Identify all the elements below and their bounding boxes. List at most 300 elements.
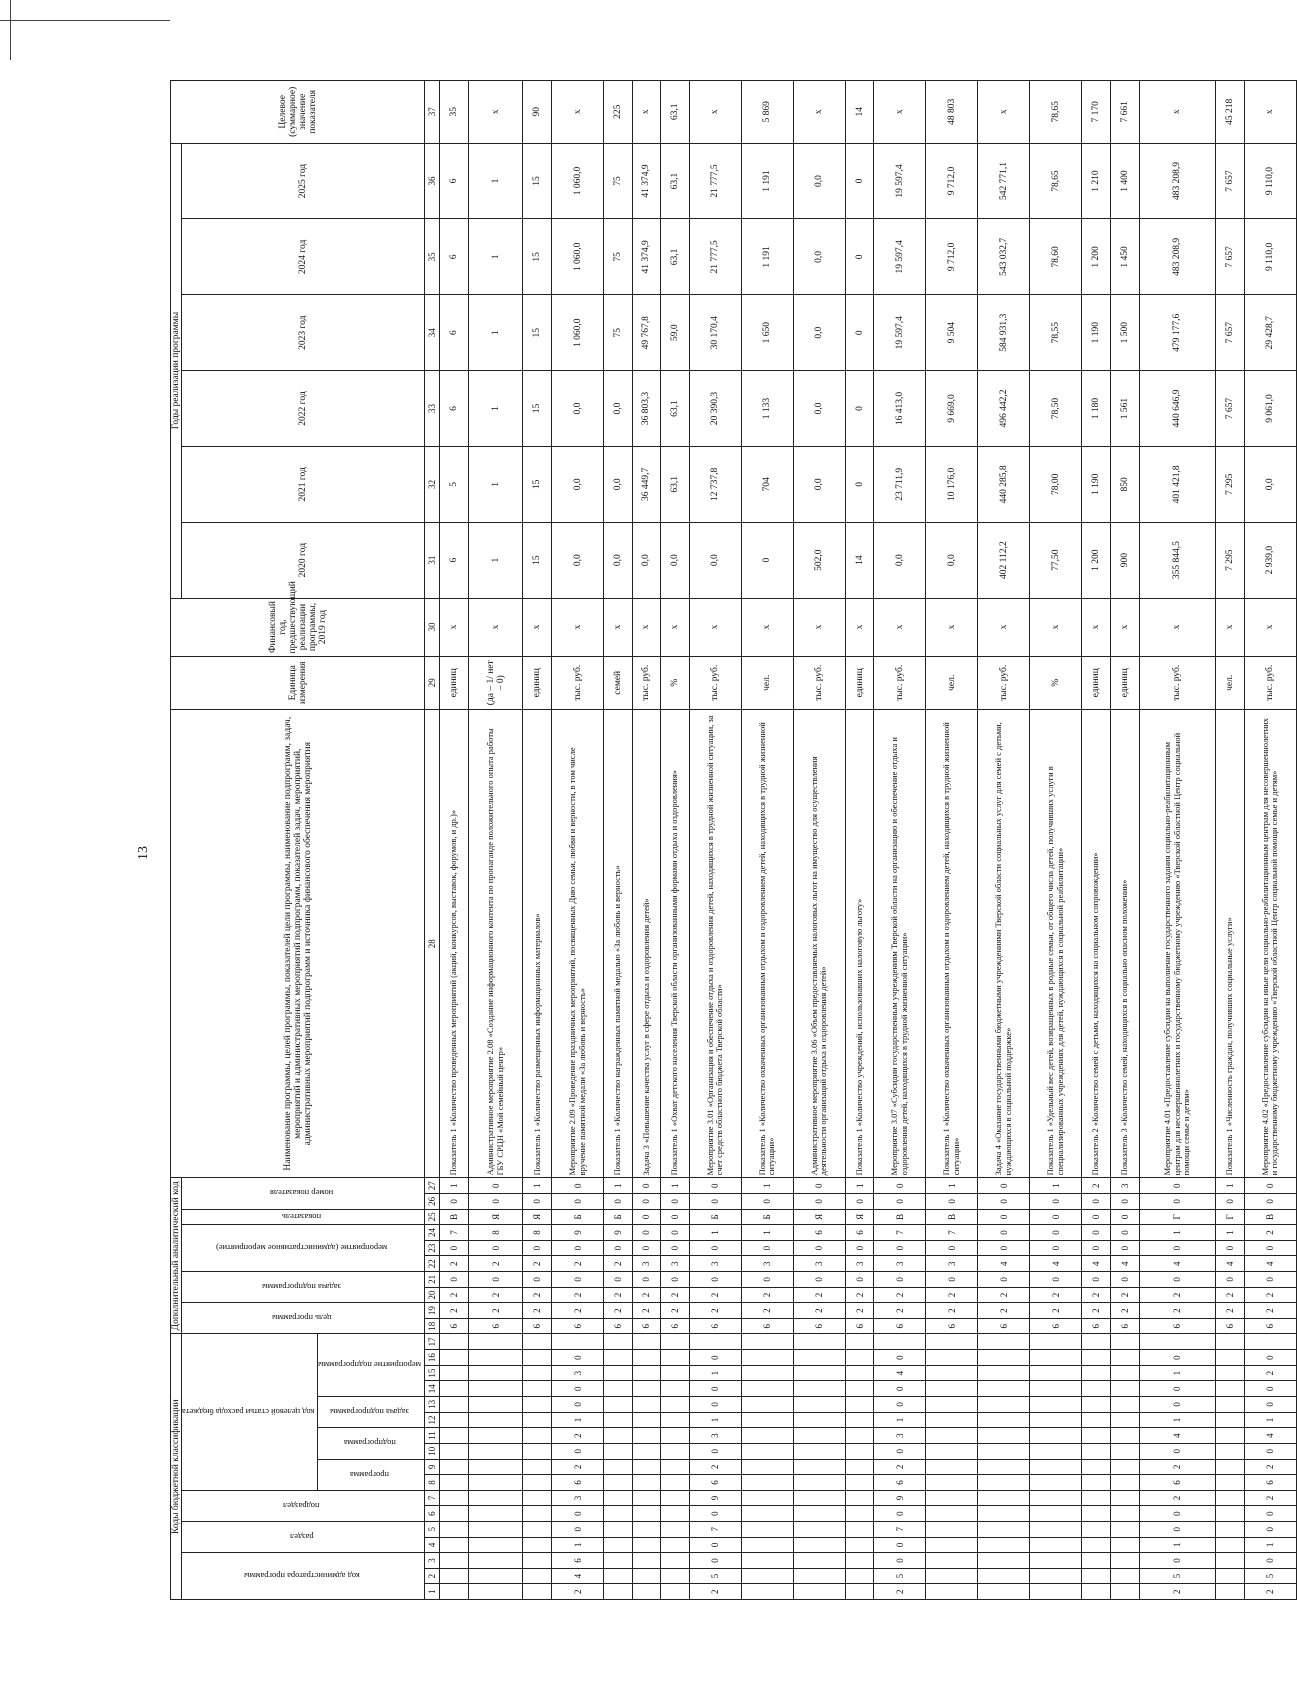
row-year-value-2022: 440 646,9 [1139,371,1216,447]
budget-code-cell: 0 [689,1553,741,1569]
column-number: 24 [425,1225,440,1241]
additional-code-cell: 0 [552,1194,604,1210]
table-row [661,81,690,1600]
row-year-value-2021: 78,00 [1030,446,1082,522]
budget-code-cell [793,1350,845,1366]
budget-code-cell [926,1537,978,1553]
budget-code-cell [1030,1506,1082,1522]
row-prev-year: x [1216,598,1245,656]
budget-code-cell [978,1537,1030,1553]
header-programma [318,1459,425,1490]
additional-code-cell: 6 [1139,1318,1216,1334]
budget-code-cell [1110,1443,1139,1459]
additional-code-cell: 0 [1030,1225,1082,1241]
budget-code-cell [793,1428,845,1444]
budget-code-cell: 2 [552,1428,604,1444]
budget-code-cell [1216,1537,1245,1553]
additional-code-cell: 2 [1110,1287,1139,1303]
additional-code-cell: 2 [926,1287,978,1303]
additional-code-cell: 0 [440,1272,469,1288]
budget-code-cell [741,1381,793,1397]
budget-code-cell: 0 [1244,1506,1296,1522]
row-year-value-2023: 78,55 [1030,295,1082,371]
budget-code-cell [1082,1459,1111,1475]
budget-code-cell [845,1568,874,1584]
row-year-value-2020: 7 295 [1216,522,1245,598]
column-number: 35 [425,219,440,295]
budget-code-cell [523,1381,552,1397]
additional-code-cell: 6 [845,1318,874,1334]
budget-code-cell [523,1521,552,1537]
header-admin-code-text: код администратора программы [243,1571,360,1582]
row-year-value-2025: 1 060,0 [552,143,604,219]
additional-code-cell: 2 [1110,1303,1139,1319]
row-unit: % [661,656,690,710]
row-year-value-2024: 15 [523,219,552,295]
budget-code-cell [661,1365,690,1381]
budget-code-cell: 2 [1244,1490,1296,1506]
row-year-value-2021: 850 [1110,446,1139,522]
budget-code-cell [1082,1537,1111,1553]
additional-code-cell: 2 [1030,1287,1082,1303]
row-name: Показатель 1 «Удельный вес детей, возвращенных в родные семьи, от общего числа детей, получивших услуги в специализированных учреждениях для детей, нуждающихся в социальной реабилитации» [1030,710,1082,1178]
header-meropriyatie-podprogrammy [318,1334,425,1397]
budget-code-cell [926,1334,978,1350]
row-year-value-2025: 78,65 [1030,143,1082,219]
budget-code-cell [440,1459,469,1475]
budget-code-cell [440,1553,469,1569]
additional-code-cell: Г [1139,1209,1216,1225]
row-year-value-2020: 0,0 [874,522,926,598]
budget-code-cell [1030,1412,1082,1428]
table-row [845,81,874,1600]
budget-code-cell: 1 [1244,1412,1296,1428]
row-year-value-2021: 704 [741,446,793,522]
budget-code-cell [523,1490,552,1506]
row-target-value: 7 170 [1082,81,1111,144]
budget-code-cell [468,1584,523,1600]
row-year-value-2022: 0,0 [552,371,604,447]
budget-code-cell [1030,1537,1082,1553]
additional-code-cell: 0 [1030,1240,1082,1256]
additional-code-cell: 0 [552,1240,604,1256]
budget-code-cell [1082,1506,1111,1522]
row-year-value-2023: 1 190 [1082,295,1111,371]
budget-code-cell [926,1428,978,1444]
row-year-value-2023: 1 060,0 [552,295,604,371]
row-target-value: x [552,81,604,144]
budget-code-cell [1216,1475,1245,1491]
budget-code-cell: 1 [1139,1365,1216,1381]
column-number: 23 [425,1240,440,1256]
budget-code-cell: 1 [689,1412,741,1428]
budget-code-cell [793,1443,845,1459]
budget-code-cell [793,1568,845,1584]
row-unit: единиц [1082,656,1111,710]
row-unit: семей [604,656,633,710]
column-number: 28 [425,710,440,1178]
row-unit: тыс. руб. [689,656,741,710]
row-year-value-2020: 77,50 [1030,522,1082,598]
budget-code-cell [440,1443,469,1459]
row-prev-year: x [632,598,661,656]
budget-code-cell [604,1443,633,1459]
budget-code-cell [793,1537,845,1553]
budget-code-cell [468,1490,523,1506]
budget-code-cell [1082,1397,1111,1413]
budget-code-cell [468,1568,523,1584]
budget-code-cell [632,1506,661,1522]
budget-code-cell: 0 [874,1506,926,1522]
budget-code-cell [1110,1412,1139,1428]
additional-code-cell: 3 [1110,1178,1139,1194]
budget-code-cell [632,1428,661,1444]
row-year-value-2024: 1 060,0 [552,219,604,295]
additional-code-cell: Я [468,1209,523,1225]
row-year-value-2022: 1 180 [1082,371,1111,447]
budget-code-cell [523,1365,552,1381]
row-year-value-2023: 584 931,3 [978,295,1030,371]
header-programma-text: программа [350,1469,390,1480]
budget-code-cell [926,1412,978,1428]
additional-code-cell: 0 [978,1194,1030,1210]
budget-code-cell [1030,1521,1082,1537]
additional-code-cell: 2 [1082,1287,1111,1303]
budget-code-cell [741,1475,793,1491]
additional-code-cell: 1 [1216,1225,1245,1241]
additional-code-cell: 2 [1244,1287,1296,1303]
additional-code-cell: 6 [661,1318,690,1334]
header-target-value: Целевое (суммарное) значение показателя [171,81,425,144]
row-target-value: 225 [604,81,633,144]
column-number-row [425,81,440,1600]
additional-code-cell: 0 [604,1240,633,1256]
additional-code-cell: 0 [1082,1225,1111,1241]
column-number: 9 [425,1459,440,1475]
budget-code-cell: 3 [689,1428,741,1444]
row-name: Мероприятие 4.02 «Предоставление субсидии на иные цели социально-реабилитационным центрам для несовершеннолетних и государственному бюджетному учреждению «Тверской областной Центр социальной помощи семье и детям» [1244,710,1296,1178]
scan-artifact-top [0,20,170,21]
additional-code-cell: 4 [1139,1256,1216,1272]
row-target-value: 35 [440,81,469,144]
column-number: 5 [425,1521,440,1537]
column-number: 26 [425,1194,440,1210]
header-unit-column: Единица измерения [171,656,425,710]
budget-code-cell [1216,1365,1245,1381]
budget-code-cell [978,1443,1030,1459]
budget-code-cell: 2 [874,1584,926,1600]
budget-code-cell [793,1584,845,1600]
row-unit: % [1030,656,1082,710]
budget-code-cell: 0 [874,1537,926,1553]
budget-code-cell [874,1334,926,1350]
table-row [1139,81,1216,1600]
budget-code-cell: 0 [1139,1553,1216,1569]
row-year-value-2022: 9 669,0 [926,371,978,447]
budget-code-cell [440,1506,469,1522]
row-year-value-2025: 1 210 [1082,143,1111,219]
row-prev-year: x [793,598,845,656]
budget-code-cell: 5 [1244,1568,1296,1584]
additional-code-cell: 9 [604,1225,633,1241]
budget-code-cell [604,1459,633,1475]
budget-code-cell [1030,1365,1082,1381]
additional-code-cell: 0 [1110,1209,1139,1225]
budget-code-cell [978,1490,1030,1506]
row-year-value-2021: 0,0 [552,446,604,522]
row-target-value: 78,65 [1030,81,1082,144]
row-year-value-2023: 19 597,4 [874,295,926,371]
budget-code-cell [845,1365,874,1381]
budget-code-cell [468,1475,523,1491]
additional-code-cell: 4 [1082,1256,1111,1272]
additional-code-cell: 0 [978,1240,1030,1256]
row-year-value-2025: 75 [604,143,633,219]
row-name: Показатель 1 «Количество охваченных организованным отдыхом и оздоровлением детей, находящихся в трудной жизненной ситуации» [741,710,793,1178]
budget-code-cell [440,1584,469,1600]
additional-code-cell: 0 [1082,1240,1111,1256]
column-number: 29 [425,656,440,710]
additional-code-cell: 1 [741,1225,793,1241]
budget-code-cell: 2 [552,1584,604,1600]
header-cel-programmy [182,1303,425,1334]
row-target-value: x [1139,81,1216,144]
budget-code-cell [523,1397,552,1413]
header-additional-code: Дополнительный аналитический код [171,1178,182,1334]
budget-code-cell: 0 [1139,1443,1216,1459]
budget-code-cell [661,1521,690,1537]
header-year-2021: 2021 год [182,446,425,522]
header-row-1 [171,81,182,1600]
header-budget-codes: Коды бюджетной классификации [171,1334,182,1600]
budget-code-cell [1216,1490,1245,1506]
budget-code-cell: 0 [1139,1397,1216,1413]
budget-code-cell [523,1459,552,1475]
additional-code-cell: 0 [689,1178,741,1194]
row-name: Мероприятие 3.07 «Субсидии государственным учреждениям Тверской области на организацию и обеспечение отдыха и оздоровления детей, находящихся в трудной жизненной ситуации» [874,710,926,1178]
table-row [793,81,845,1600]
row-year-value-2025: 483 208,9 [1139,143,1216,219]
header-cel-programmy-text: цель программы [271,1313,332,1324]
budget-code-cell [1216,1553,1245,1569]
additional-code-cell: 1 [1216,1178,1245,1194]
row-name: Показатель 1 «Количество размещенных информационных материалов» [523,710,552,1178]
row-target-value: 5 869 [741,81,793,144]
additional-code-cell: 2 [1139,1303,1216,1319]
row-year-value-2022: 0 [845,371,874,447]
budget-code-cell [468,1397,523,1413]
row-year-value-2021: 36 449,7 [632,446,661,522]
additional-code-cell: 3 [793,1256,845,1272]
budget-code-cell: 2 [1244,1584,1296,1600]
budget-code-cell [1030,1350,1082,1366]
budget-code-cell [978,1350,1030,1366]
budget-code-cell [468,1381,523,1397]
additional-code-cell: 0 [793,1194,845,1210]
additional-code-cell: 2 [689,1303,741,1319]
row-year-value-2025: 542 771,1 [978,143,1030,219]
budget-code-cell [978,1521,1030,1537]
table-row [523,81,552,1600]
budget-code-cell: 2 [1139,1459,1216,1475]
table-row [1082,81,1111,1600]
row-year-value-2025: 9 712,0 [926,143,978,219]
row-target-value: x [689,81,741,144]
row-year-value-2020: 0,0 [604,522,633,598]
budget-code-cell [468,1459,523,1475]
row-year-value-2022: 496 442,2 [978,371,1030,447]
header-podprogramma-text: подпрограмма [343,1438,396,1449]
budget-code-cell [1030,1397,1082,1413]
budget-code-cell [1030,1428,1082,1444]
budget-code-cell [632,1553,661,1569]
budget-code-cell [1030,1334,1082,1350]
row-year-value-2025: 6 [440,143,469,219]
budget-code-cell [604,1506,633,1522]
budget-code-cell: 1 [1139,1537,1216,1553]
column-number: 20 [425,1287,440,1303]
header-meropriyatie-add-text: мероприятие (административное мероприятие) [216,1243,388,1254]
budget-code-cell [661,1506,690,1522]
row-prev-year: x [1110,598,1139,656]
row-name: Административное мероприятие 3.06 «Объем предоставляемых налоговых льгот на имущество для осуществления деятельности организаций отдыха и оздоровления детей» [793,710,845,1178]
row-target-value: x [632,81,661,144]
row-year-value-2020: 15 [523,522,552,598]
row-prev-year: x [661,598,690,656]
budget-code-cell: 9 [689,1490,741,1506]
budget-code-cell [1082,1568,1111,1584]
column-number: 33 [425,371,440,447]
additional-code-cell: 6 [689,1318,741,1334]
row-year-value-2020: 355 844,5 [1139,522,1216,598]
additional-code-cell: 0 [1082,1194,1111,1210]
budget-code-cell [793,1459,845,1475]
budget-code-cell: 7 [874,1521,926,1537]
header-prev-year-column: Финансовый год, предшествующий реализации программы, 2019 год [171,598,425,656]
additional-code-cell: 0 [632,1178,661,1194]
additional-code-cell: Б [741,1209,793,1225]
budget-code-cell [440,1428,469,1444]
header-meropriyatie-podprogrammy-text: мероприятие подпрограммы [318,1360,422,1371]
additional-code-cell: 0 [845,1240,874,1256]
additional-code-cell: 0 [1244,1240,1296,1256]
row-name: Задача 3 «Повышение качества услуг в сфере отдыха и оздоровления детей» [632,710,661,1178]
header-razdel [182,1521,425,1552]
budget-code-cell: 0 [552,1350,604,1366]
budget-code-cell [632,1350,661,1366]
budget-code-cell [1030,1475,1082,1491]
additional-code-cell: 3 [741,1256,793,1272]
budget-code-cell [1110,1490,1139,1506]
row-unit: чел. [1216,656,1245,710]
budget-code-cell [523,1334,552,1350]
row-year-value-2023: 1 650 [741,295,793,371]
additional-code-cell: 0 [632,1225,661,1241]
row-year-value-2023: 0 [845,295,874,371]
header-indicator-char [182,1209,425,1225]
budget-code-cell [523,1443,552,1459]
additional-code-cell: 6 [926,1318,978,1334]
budget-code-cell [468,1521,523,1537]
budget-code-cell [1244,1334,1296,1350]
additional-code-cell: 0 [1030,1209,1082,1225]
row-unit: тыс. руб. [552,656,604,710]
additional-code-cell: 3 [845,1256,874,1272]
budget-code-cell [845,1537,874,1553]
additional-code-cell: 0 [523,1272,552,1288]
budget-code-cell [604,1568,633,1584]
budget-code-cell [1030,1553,1082,1569]
additional-code-cell: 0 [1244,1178,1296,1194]
row-year-value-2024: 78,60 [1030,219,1082,295]
budget-code-cell [1030,1568,1082,1584]
table-row [926,81,978,1600]
additional-code-cell: 3 [926,1256,978,1272]
row-prev-year: x [1244,598,1296,656]
column-number: 14 [425,1381,440,1397]
budget-code-cell [1216,1506,1245,1522]
additional-code-cell: 0 [793,1272,845,1288]
row-name: Показатель 1 «Охват детского населения Тверской области организованными формами отдыха и оздоровления» [661,710,690,1178]
additional-code-cell: 2 [1082,1178,1111,1194]
table-row [552,81,604,1600]
budget-code-cell [632,1412,661,1428]
budget-code-cell [741,1521,793,1537]
row-name: Мероприятие 3.01 «Организация и обеспечение отдыха и оздоровления детей, находящихся в трудной жизненной ситуации, за счет средств областного бюджета Тверской области» [689,710,741,1178]
additional-code-cell: 0 [661,1225,690,1241]
table-row [632,81,661,1600]
budget-code-cell [1110,1506,1139,1522]
column-number: 30 [425,598,440,656]
budget-code-cell [661,1381,690,1397]
header-indicator-number-text: номер показателя [270,1188,334,1199]
row-year-value-2024: 9 712,0 [926,219,978,295]
budget-code-cell [793,1475,845,1491]
budget-code-cell: 0 [1244,1443,1296,1459]
additional-code-cell: 0 [926,1272,978,1288]
budget-code-cell: 0 [1244,1350,1296,1366]
row-unit: единиц [440,656,469,710]
row-year-value-2023: 75 [604,295,633,371]
additional-code-cell: Б [552,1209,604,1225]
row-name: Административное мероприятие 2.08 «Создание информационного контента по пропаганде положительного опыта работы ГБУ СРЦН «Мой семейный центр» [468,710,523,1178]
additional-code-cell: 1 [661,1178,690,1194]
budget-code-cell [1216,1334,1245,1350]
additional-code-cell: 0 [1244,1194,1296,1210]
row-year-value-2020: 2 939,0 [1244,522,1296,598]
additional-code-cell: 0 [440,1194,469,1210]
row-unit: тыс. руб. [632,656,661,710]
budget-code-cell: 3 [552,1490,604,1506]
additional-code-cell: 6 [978,1318,1030,1334]
row-target-value: x [1244,81,1296,144]
budget-code-cell: 0 [1244,1381,1296,1397]
budget-code-cell [926,1381,978,1397]
budget-code-cell [1110,1381,1139,1397]
budget-code-cell: 6 [1139,1475,1216,1491]
additional-code-cell: 6 [1244,1318,1296,1334]
rotated-table-wrapper [170,80,1280,1600]
budget-code-cell [793,1412,845,1428]
budget-code-cell [632,1475,661,1491]
additional-code-cell: 3 [689,1256,741,1272]
additional-code-cell: 2 [552,1287,604,1303]
budget-code-cell [845,1506,874,1522]
budget-code-cell [978,1506,1030,1522]
row-year-value-2022: 7 657 [1216,371,1245,447]
budget-code-cell [978,1459,1030,1475]
row-year-value-2022: 63,1 [661,371,690,447]
